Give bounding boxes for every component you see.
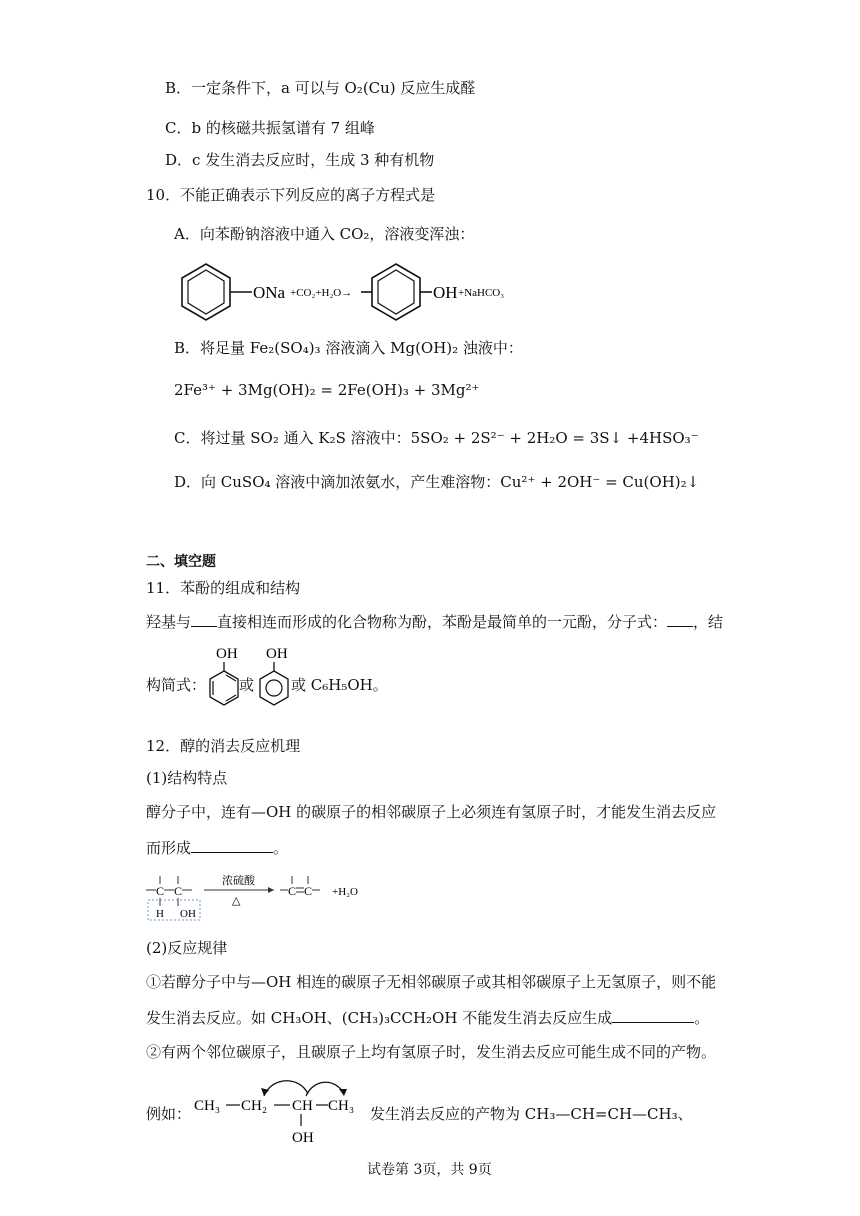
- phenol-oh-1: OH: [216, 646, 238, 662]
- q12-p1: 醇分子中，连有—OH 的碳原子的相邻碳原子上必须连有氢原子时，才能发生消去反应: [146, 803, 717, 821]
- svg-text:C: C: [288, 884, 297, 898]
- nahco3-label: +NaHCO₃: [458, 287, 505, 299]
- oh-label: OH: [433, 283, 458, 302]
- q11-text-c: ，结: [693, 613, 724, 631]
- q12-rule1-b-end: 。: [694, 1009, 710, 1027]
- or-1: 或: [239, 676, 255, 694]
- benzene-kekule-icon: [210, 671, 238, 705]
- benzene-circle-icon: [260, 671, 288, 705]
- phenol-oh-2: OH: [266, 646, 288, 662]
- q12-sub1: (1)结构特点: [146, 769, 228, 787]
- q12-rule1-b-text: 发生消去反应。如 CH₃OH、(CH₃)₃CCH₂OH 不能发生消去反应生成: [146, 1009, 613, 1027]
- reagents-label: +CO₂+H₂O→: [290, 287, 353, 299]
- answer-blank-3[interactable]: [191, 838, 273, 853]
- svg-text:C: C: [156, 884, 165, 898]
- answer-blank-4[interactable]: [612, 1008, 694, 1023]
- q10-option-b: B．将足量 Fe₂(SO₄)₃ 溶液滴入 Mg(OH)₂ 浊液中：: [174, 339, 523, 357]
- elimination-scheme: [144, 868, 384, 924]
- q10-option-a: A．向苯酚钠溶液中通入 CO₂，溶液变浑浊：: [174, 225, 475, 243]
- q11-text-b: 直接相连而形成的化合物称为酚，苯酚是最简单的一元酚，分子式：: [217, 613, 668, 631]
- q12-p2-text: 而形成: [146, 839, 192, 857]
- page-footer: 试卷第 3页，共 9页: [367, 1162, 492, 1178]
- q9-option-c: C．b 的核磁共振氢谱有 7 组峰: [165, 119, 375, 137]
- q11-line1: [146, 612, 723, 632]
- q11-text-a: 羟基与: [146, 613, 192, 631]
- butanol-structure: [194, 1070, 364, 1146]
- q10-stem: 10．不能正确表示下列反应的离子方程式是: [146, 186, 436, 204]
- q12-rule1-b: [146, 1008, 709, 1028]
- q9-option-d: D．c 发生消去反应时，生成 3 种有机物: [165, 151, 435, 169]
- q12-rule1-a: ①若醇分子中与—OH 相连的碳原子无相邻碳原子或其相邻碳原子上无氢原子，则不能: [146, 973, 717, 991]
- scheme-condition: 浓硫酸: [222, 875, 255, 887]
- q10-option-b-equation: 2Fe³⁺ + 3Mg(OH)₂ = 2Fe(OH)₃ + 3Mg²⁺: [174, 381, 480, 399]
- svg-text:C: C: [304, 884, 313, 898]
- q10-option-d: D．向 CuSO₄ 溶液中滴加浓氨水，产生难溶物：Cu²⁺ + 2OH⁻ = Cu(OH)₂↓: [174, 473, 700, 491]
- example-text: 发生消去反应的产物为 CH₃—CH=CH—CH₃、: [370, 1105, 693, 1123]
- q10-option-c: C．将过量 SO₂ 通入 K₂S 溶液中：5SO₂ + 2S²⁻ + 2H₂O = 3S↓ +4HSO₃⁻: [174, 429, 699, 447]
- scheme-heat: △: [232, 895, 241, 907]
- svg-text:C: C: [174, 884, 183, 898]
- scheme-water: +H₂O: [332, 886, 358, 898]
- struct-ch3-b: CH₃: [328, 1098, 355, 1114]
- or-2: 或 C₆H₅OH。: [291, 676, 388, 694]
- curved-arrow-right-icon: [339, 1089, 347, 1096]
- q9-option-b: B．一定条件下，a 可以与 O₂(Cu) 反应生成醛: [165, 79, 476, 97]
- struct-ch: CH: [292, 1098, 313, 1114]
- reaction-arrow-icon: [268, 887, 274, 893]
- benzene-inner-ring-icon: [188, 270, 224, 314]
- q12-sub2: (2)反应规律: [146, 939, 228, 957]
- struct-ch2: CH₂: [241, 1098, 268, 1114]
- q12-rule2: ②有两个邻位碳原子，且碳原子上均有氢原子时，发生消去反应可能生成不同的产物。: [146, 1043, 717, 1061]
- q11-line2-label: 构简式：: [146, 676, 207, 694]
- phenoxide-equation: [176, 260, 536, 324]
- scheme-h: H: [156, 908, 164, 920]
- q12-p2: [146, 838, 288, 858]
- struct-oh: OH: [292, 1130, 314, 1146]
- example-label: 例如：: [146, 1105, 192, 1123]
- scheme-oh: OH: [180, 908, 196, 920]
- q11-stem: 11．苯酚的组成和结构: [146, 579, 301, 597]
- q12-p2-end: 。: [273, 839, 289, 857]
- ona-label: ONa: [253, 283, 286, 302]
- answer-blank-1[interactable]: [191, 612, 217, 627]
- section-title: 二、填空题: [146, 554, 216, 570]
- struct-ch3-a: CH₃: [194, 1098, 221, 1114]
- answer-blank-2[interactable]: [667, 612, 693, 627]
- q12-stem: 12．醇的消去反应机理: [146, 737, 301, 755]
